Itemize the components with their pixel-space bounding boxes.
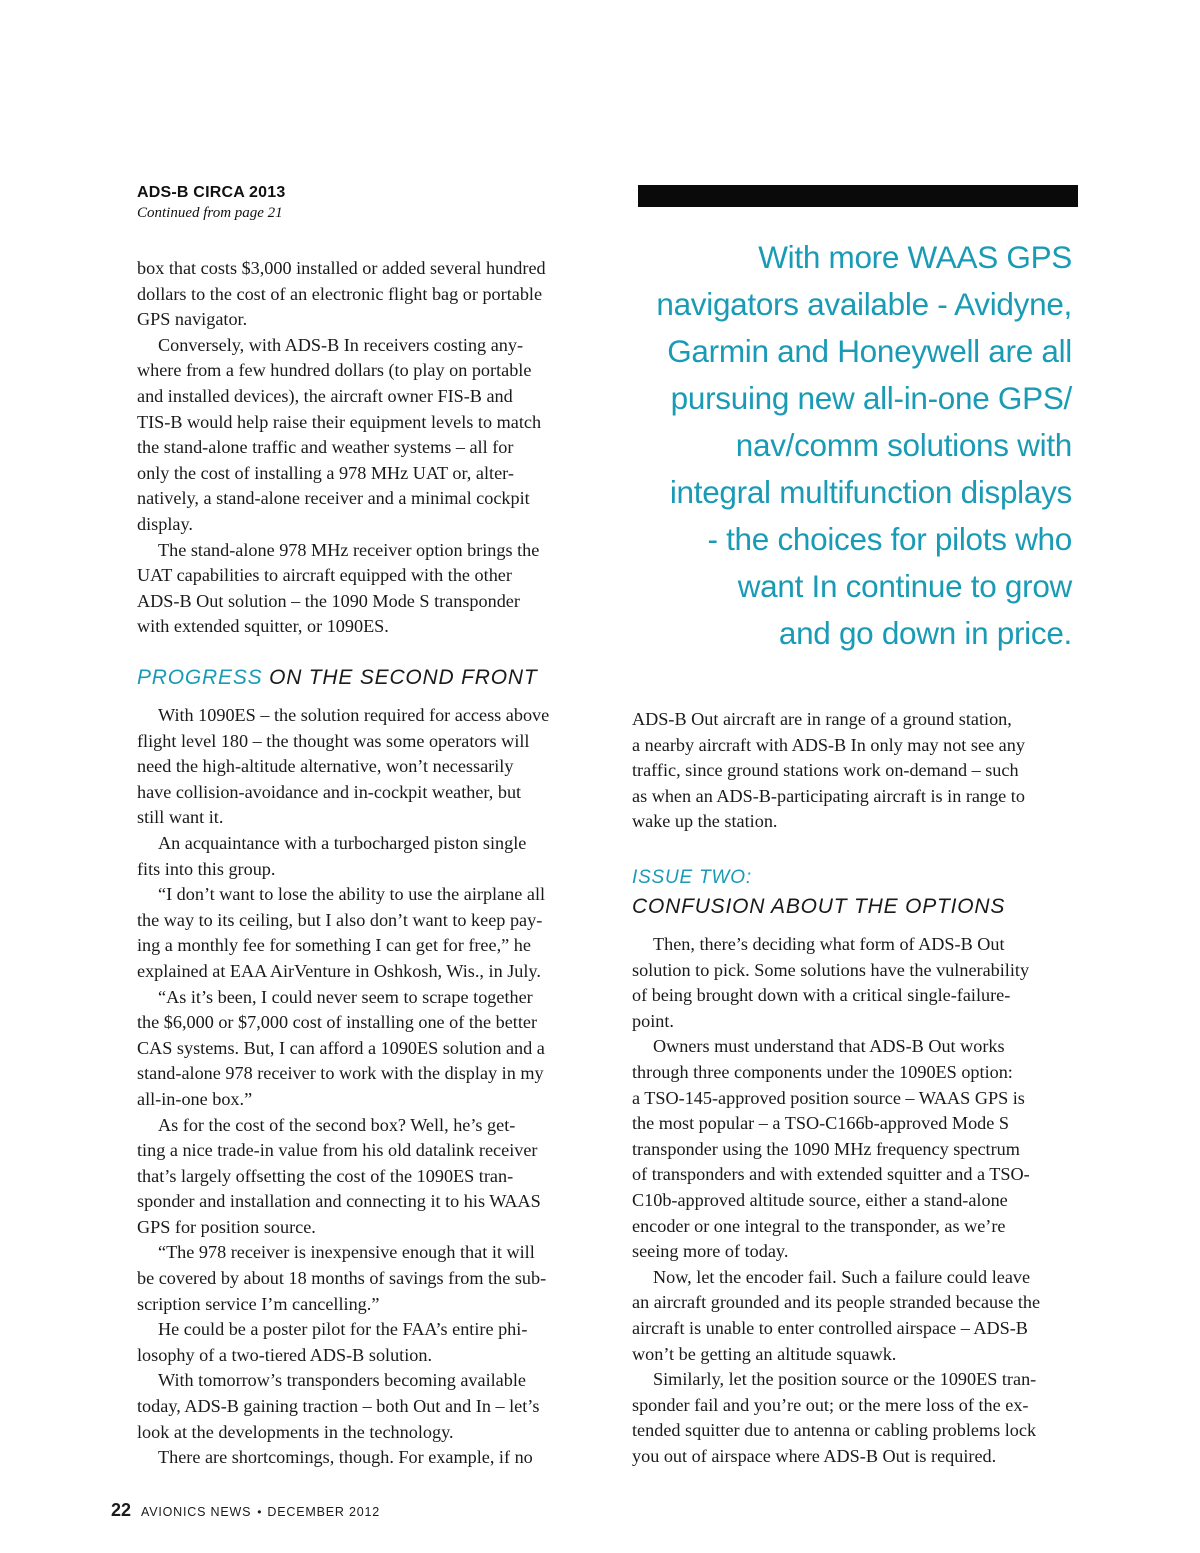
text-line: losophy of a two-tiered ADS-B solution.	[137, 1344, 433, 1365]
text-line: dollars to the cost of an electronic flight bag or portable	[137, 283, 543, 304]
right-column-top	[632, 707, 1102, 835]
text-line: display.	[137, 513, 193, 534]
paragraph	[632, 1367, 1102, 1393]
paragraph	[137, 1138, 607, 1240]
paragraph	[137, 1445, 607, 1471]
text-line: “The 978 receiver is inexpensive enough that it will	[158, 1242, 535, 1263]
text-line: aircraft is unable to enter controlled airspace – ADS-B	[632, 1317, 1028, 1338]
text-line: “As it’s been, I could never seem to scrape together	[158, 986, 533, 1007]
text-line: As for the cost of the second box? Well, he’s get-	[158, 1114, 516, 1135]
text-line: as when an ADS-B-participating aircraft is in range to	[632, 785, 1025, 806]
pull-quote-line: nav/comm solutions with	[735, 427, 1072, 463]
text-line: seeing more of today.	[632, 1241, 789, 1262]
pull-quote	[640, 234, 1072, 657]
section-kicker: ADS-B CIRCA 2013	[137, 184, 286, 201]
pull-quote-line: integral multifunction displays	[669, 474, 1072, 510]
text-line: only the cost of installing a 978 MHz UAT or, alter-	[137, 462, 514, 483]
text-line: all-in-one box.”	[137, 1088, 253, 1109]
text-line: Conversely, with ADS-B In receivers costing any-	[158, 334, 524, 355]
text-line: box that costs $3,000 installed or added several hundred	[137, 258, 546, 278]
text-line: Owners must understand that ADS-B Out works	[653, 1036, 1005, 1057]
text-line: UAT capabilities to aircraft equipped with the other	[137, 565, 512, 586]
paragraph	[137, 1394, 607, 1445]
text-line: encoder or one integral to the transponder, as we’re	[632, 1215, 1006, 1236]
text-line: sponder and installation and connecting it to his WAAS	[137, 1191, 541, 1212]
paragraph	[137, 908, 607, 985]
text-line: The stand-alone 978 MHz receiver option brings the	[158, 539, 540, 560]
paragraph	[137, 857, 607, 883]
text-line: GPS for position source.	[137, 1216, 316, 1237]
text-line: the $6,000 or $7,000 cost of installing one of the better	[137, 1012, 538, 1033]
text-line: be covered by about 18 months of savings from the sub-	[137, 1268, 547, 1289]
text-line: ADS-B Out aircraft are in range of a ground station,	[632, 709, 1012, 729]
paragraph	[632, 1034, 1102, 1060]
paragraph	[632, 932, 1102, 958]
paragraph	[137, 1317, 607, 1343]
text-line: you out of airspace where ADS-B Out is required.	[632, 1445, 997, 1466]
text-line: ing a monthly fee for something I can get for free,” he	[137, 935, 531, 956]
text-line: solution to pick. Some solutions have the vulnerability	[632, 959, 1030, 980]
paragraph	[137, 1240, 607, 1266]
text-line: today, ADS-B gaining traction – both Out and In – let’s	[137, 1396, 540, 1417]
pull-quote-line: and go down in price.	[778, 615, 1072, 651]
text-line: and installed devices), the aircraft owner FIS-B and	[137, 385, 513, 406]
text-line: TIS-B would help raise their equipment levels to match	[137, 411, 542, 432]
text-line: where from a few hundred dollars (to play on portable	[137, 360, 532, 381]
decorative-bar	[638, 185, 1078, 207]
text-line: wake up the station.	[632, 811, 778, 832]
paragraph	[137, 333, 607, 359]
paragraph	[137, 1113, 607, 1139]
page-number: 22	[111, 1500, 132, 1520]
text-line: traffic, since ground stations work on-demand – such	[632, 760, 1019, 781]
pull-quote-line: Garmin and Honeywell are all	[667, 333, 1072, 369]
paragraph	[632, 1393, 1102, 1470]
paragraph	[137, 1368, 607, 1394]
paragraph	[137, 1010, 607, 1112]
continued-note: Continued from page 21	[137, 205, 283, 221]
pull-quote-line: - the choices for pilots who	[707, 521, 1072, 557]
text-line: flight level 180 – the thought was some operators will	[137, 730, 530, 751]
text-line: have collision-avoidance and in-cockpit weather, but	[137, 781, 522, 802]
paragraph	[137, 256, 607, 333]
subhead-issue-title: CONFUSION ABOUT THE OPTIONS	[632, 895, 1006, 918]
text-line: GPS navigator.	[137, 309, 248, 330]
text-line: still want it.	[137, 807, 224, 828]
footer-separator: •	[257, 1505, 262, 1519]
text-line: sponder fail and you’re out; or the mere loss of the ex-	[632, 1394, 1029, 1415]
text-line: With 1090ES – the solution required for access above	[158, 705, 550, 725]
paragraph	[137, 358, 607, 537]
text-line: stand-alone 978 receiver to work with the display in my	[137, 1063, 544, 1084]
pull-quote-line: pursuing new all-in-one GPS/	[670, 380, 1072, 416]
paragraph	[632, 1265, 1102, 1291]
pull-quote-line: navigators available - Avidyne,	[656, 286, 1072, 322]
text-line: look at the developments in the technology.	[137, 1421, 454, 1442]
paragraph	[632, 1290, 1102, 1367]
text-line: There are shortcomings, though. For example, if no	[158, 1447, 533, 1468]
page-footer	[111, 1500, 380, 1521]
pull-quote-line: With more WAAS GPS	[758, 239, 1072, 275]
text-line: Similarly, let the position source or the 1090ES tran-	[653, 1369, 1037, 1390]
text-line: ting a nice trade-in value from his old datalink receiver	[137, 1140, 538, 1161]
text-line: an aircraft grounded and its people stranded because the	[632, 1292, 1041, 1313]
text-line: Then, there’s deciding what form of ADS-B Out	[653, 934, 1005, 954]
text-line: scription service I’m cancelling.”	[137, 1293, 380, 1314]
text-line: of being brought down with a critical single-failure-	[632, 985, 1011, 1006]
text-line: An acquaintance with a turbocharged piston single	[158, 832, 527, 853]
text-line: CAS systems. But, I can afford a 1090ES solution and a	[137, 1037, 545, 1058]
paragraph	[137, 985, 607, 1011]
publication-name: AVIONICS NEWS	[141, 1505, 252, 1519]
paragraph	[632, 958, 1102, 1035]
subhead-rest: ON THE SECOND FRONT	[262, 666, 538, 689]
paragraph	[137, 563, 607, 640]
paragraph	[137, 1266, 607, 1317]
text-line: the most popular – a TSO-C166b-approved Mode S	[632, 1113, 1010, 1134]
subhead-accent: PROGRESS	[137, 666, 263, 689]
left-column-top	[137, 256, 607, 640]
paragraph	[137, 729, 607, 831]
text-line: that’s largely offsetting the cost of the 1090ES tran-	[137, 1165, 514, 1186]
paragraph	[137, 882, 607, 908]
text-line: explained at EAA AirVenture in Oshkosh, Wis., in July.	[137, 960, 541, 981]
text-line: natively, a stand-alone receiver and a minimal cockpit	[137, 488, 530, 509]
text-line: ADS-B Out solution – the 1090 Mode S transponder	[137, 590, 520, 611]
text-line: won’t be getting an altitude squawk.	[632, 1343, 897, 1364]
text-line: the stand-alone traffic and weather systems – all for	[137, 437, 514, 458]
text-line: of transponders and with extended squitter and a TSO-	[632, 1164, 1030, 1185]
paragraph	[632, 707, 1102, 835]
text-line: transponder using the 1090 MHz frequency spectrum	[632, 1138, 1020, 1159]
right-column-bottom	[632, 932, 1102, 1469]
subhead-issue-label: ISSUE TWO:	[632, 867, 752, 888]
paragraph	[632, 1060, 1102, 1265]
issue-date: DECEMBER 2012	[267, 1505, 380, 1519]
text-line: point.	[632, 1010, 674, 1031]
paragraph	[137, 703, 607, 729]
paragraph	[137, 831, 607, 857]
subhead-progress	[137, 666, 537, 690]
text-line: fits into this group.	[137, 858, 276, 879]
text-line: need the high-altitude alternative, won’t necessarily	[137, 756, 514, 777]
pull-quote-line: want In continue to grow	[737, 568, 1072, 604]
text-line: a nearby aircraft with ADS-B In only may not see any	[632, 734, 1025, 755]
text-line: C10b-approved altitude source, either a stand-alone	[632, 1189, 1008, 1210]
text-line: Now, let the encoder fail. Such a failure could leave	[653, 1266, 1031, 1287]
paragraph	[137, 538, 607, 564]
text-line: He could be a poster pilot for the FAA’s entire phi-	[158, 1319, 528, 1340]
text-line: tended squitter due to antenna or cabling problems lock	[632, 1420, 1037, 1441]
text-line: the way to its ceiling, but I also don’t want to keep pay-	[137, 909, 543, 930]
text-line: with extended squitter, or 1090ES.	[137, 616, 389, 637]
text-line: With tomorrow’s transponders becoming available	[158, 1370, 526, 1391]
text-line: a TSO-145-approved position source – WAAS GPS is	[632, 1087, 1025, 1108]
text-line: through three components under the 1090ES option:	[632, 1061, 1013, 1082]
paragraph	[137, 1343, 607, 1369]
left-column-bottom	[137, 703, 607, 1471]
text-line: “I don’t want to lose the ability to use the airplane all	[158, 884, 546, 905]
